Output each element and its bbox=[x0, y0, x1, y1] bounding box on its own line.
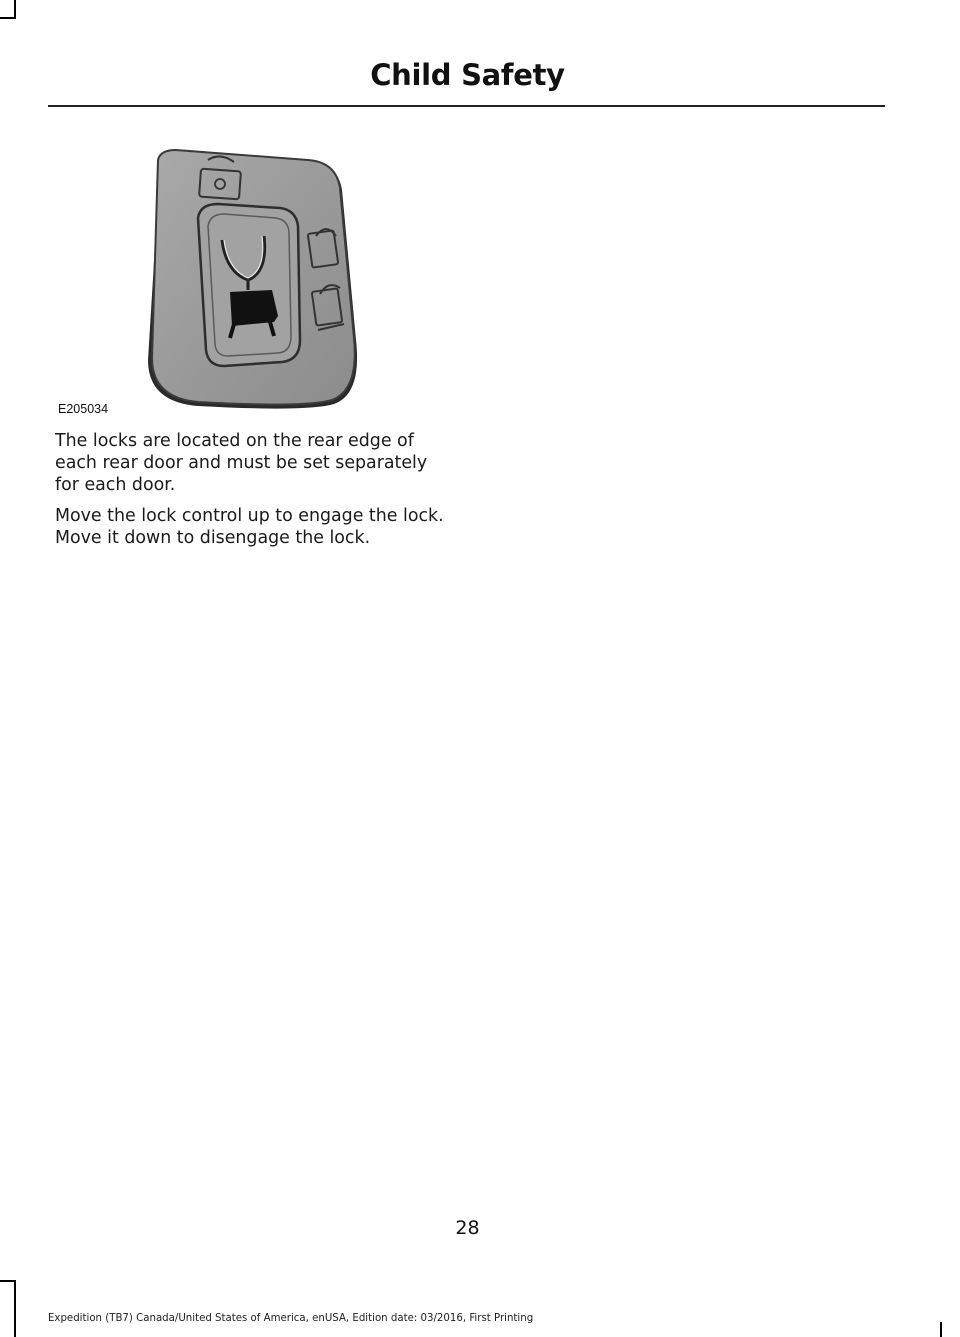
crop-mark-top-left-h bbox=[0, 17, 16, 19]
child-lock-control-illustration bbox=[48, 140, 368, 420]
crop-mark-bottom-right-v bbox=[940, 1322, 942, 1337]
edition-footer: Expedition (TB7) Canada/United States of America, enUSA, Edition date: 03/2016, First Printing bbox=[48, 1313, 534, 1324]
figure-code: E205034 bbox=[58, 402, 109, 416]
crop-mark-top-left-v bbox=[14, 0, 16, 18]
crop-mark-bottom-left-h bbox=[0, 1280, 16, 1282]
page-number: 28 bbox=[455, 1217, 480, 1239]
paragraph-lock-operation: Move the lock control up to engage the lock. Move it down to disengage the lock. bbox=[55, 506, 444, 548]
page-title: Child Safety bbox=[370, 58, 565, 92]
paragraph-lock-location: The locks are located on the rear edge of each rear door and must be set separately for each door. bbox=[55, 431, 428, 495]
title-divider bbox=[48, 105, 885, 107]
figure-child-lock bbox=[48, 140, 448, 425]
crop-mark-bottom-left-v bbox=[14, 1280, 16, 1337]
